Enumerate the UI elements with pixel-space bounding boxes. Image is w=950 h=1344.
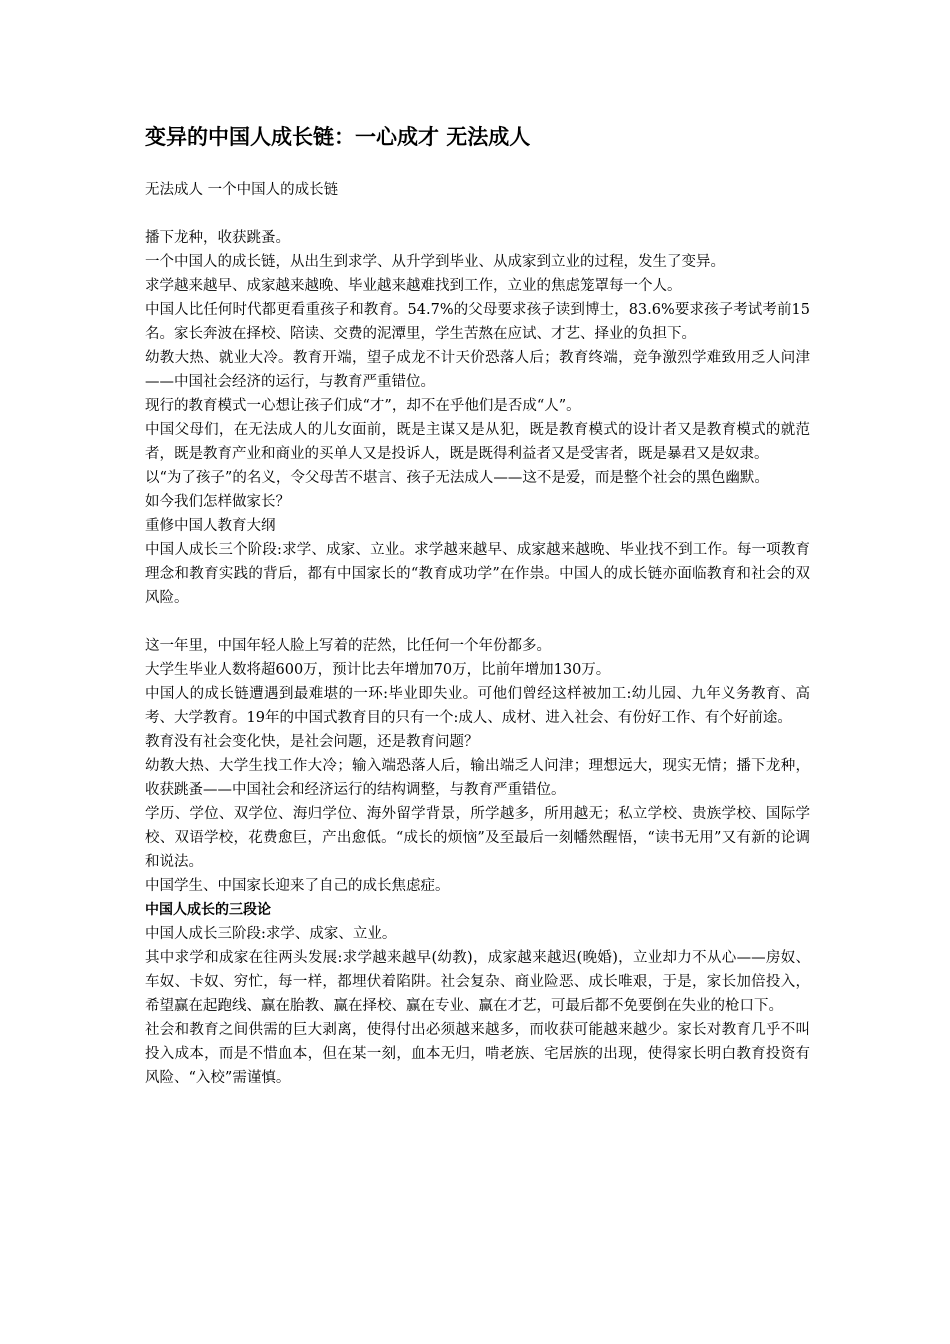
- paragraph: 幼教大热、就业大冷。教育开端，望子成龙不计天价恐落人后；教育终端，竞争激烈学难致用乏人问津——中国社会经济的运行，与教育严重错位。: [145, 350, 810, 390]
- paragraph: 现行的教育模式一心想让孩子们成“才”，却不在乎他们是否成“人”。: [145, 398, 581, 414]
- paragraph: 中国人成长三阶段:求学、成家、立业。: [145, 926, 397, 942]
- paragraph: 幼教大热、大学生找工作大冷；输入端恐落人后，输出端乏人问津；理想远大，现实无情；播下龙种，收获跳蚤——中国社会和经济运行的结构调整，与教育严重错位。: [145, 758, 810, 798]
- paragraph: 求学越来越早、成家越来越晚、毕业越来越难找到工作，立业的焦虑笼罩每一个人。: [145, 278, 682, 294]
- paragraph: 中国人比任何时代都更看重孩子和教育。54.7%的父母要求孩子读到博士，83.6%要求孩子考试考前15名。家长奔波在择校、陪读、交费的泥潭里，学生苦熬在应试、才艺、择业的负担下。: [145, 302, 810, 342]
- paragraph: 社会和教育之间供需的巨大剥离，使得付出必须越来越多，而收获可能越来越少。家长对教育几乎不叫投入成本，而是不惜血本，但在某一刻，血本无归，啃老族、宅居族的出现，使得家长明白教育投资有风险、“入校”需谨慎。: [145, 1022, 810, 1086]
- paragraph: 一个中国人的成长链，从出生到求学、从升学到毕业、从成家到立业的过程，发生了变异。: [145, 254, 725, 270]
- document-title: 变异的中国人成长链：一心成才 无法成人: [145, 125, 531, 149]
- paragraph: 中国父母们，在无法成人的儿女面前，既是主谋又是从犯，既是教育模式的设计者又是教育模式的就范者，既是教育产业和商业的买单人又是投诉人，既是既得利益者又是受害者，既是暴君又是奴隶。: [145, 422, 810, 462]
- paragraph: 学历、学位、双学位、海归学位、海外留学背景，所学越多，所用越无；私立学校、贵族学校、国际学校、双语学校，花费愈巨，产出愈低。“成长的烦恼”及至最后一刻幡然醒悟，“读书无用”又有新的论调和说法。: [145, 806, 810, 870]
- section-heading: 中国人成长的三段论: [145, 902, 271, 918]
- document-subtitle: 无法成人 一个中国人的成长链: [145, 182, 339, 198]
- paragraph: 中国学生、中国家长迎来了自己的成长焦虑症。: [145, 878, 450, 894]
- paragraph: 以“为了孩子”的名义，令父母苦不堪言、孩子无法成人——这不是爱，而是整个社会的黑色幽默。: [145, 470, 769, 486]
- paragraph: 其中求学和成家在往两头发展:求学越来越早(幼教)，成家越来越迟(晚婚)，立业却力不从心——房奴、车奴、卡奴、穷忙，每一样，都埋伏着陷阱。社会复杂、商业险恶、成长唯艰，于是，家长加倍投入，希望赢在起跑线、赢在胎教、赢在择校、赢在专业、赢在才艺，可最后都不免要倒在失业的枪口下。: [145, 950, 810, 1014]
- paragraph: 教育没有社会变化快，是社会问题，还是教育问题？: [145, 734, 479, 750]
- paragraph: 大学生毕业人数将超600万，预计比去年增加70万，比前年增加130万。: [145, 662, 611, 678]
- paragraph: 重修中国人教育大纲: [145, 518, 276, 534]
- paragraph: 这一年里，中国年轻人脸上写着的茫然，比任何一个年份都多。: [145, 638, 551, 654]
- paragraph: 播下龙种，收获跳蚤。: [145, 230, 290, 246]
- paragraph: 中国人的成长链遭遇到最难堪的一环:毕业即失业。可他们曾经这样被加工:幼儿园、九年义务教育、高考、大学教育。19年的中国式教育目的只有一个:成人、成材、进入社会、有份好工作、有个好前途。: [145, 686, 810, 726]
- paragraph: 如今我们怎样做家长？: [145, 494, 290, 510]
- paragraph: 中国人成长三个阶段:求学、成家、立业。求学越来越早、成家越来越晚、毕业找不到工作。每一项教育理念和教育实践的背后，都有中国家长的“教育成功学”在作祟。中国人的成长链亦面临教育和社会的双风险。: [145, 542, 810, 606]
- document-page: [145, 120, 810, 1090]
